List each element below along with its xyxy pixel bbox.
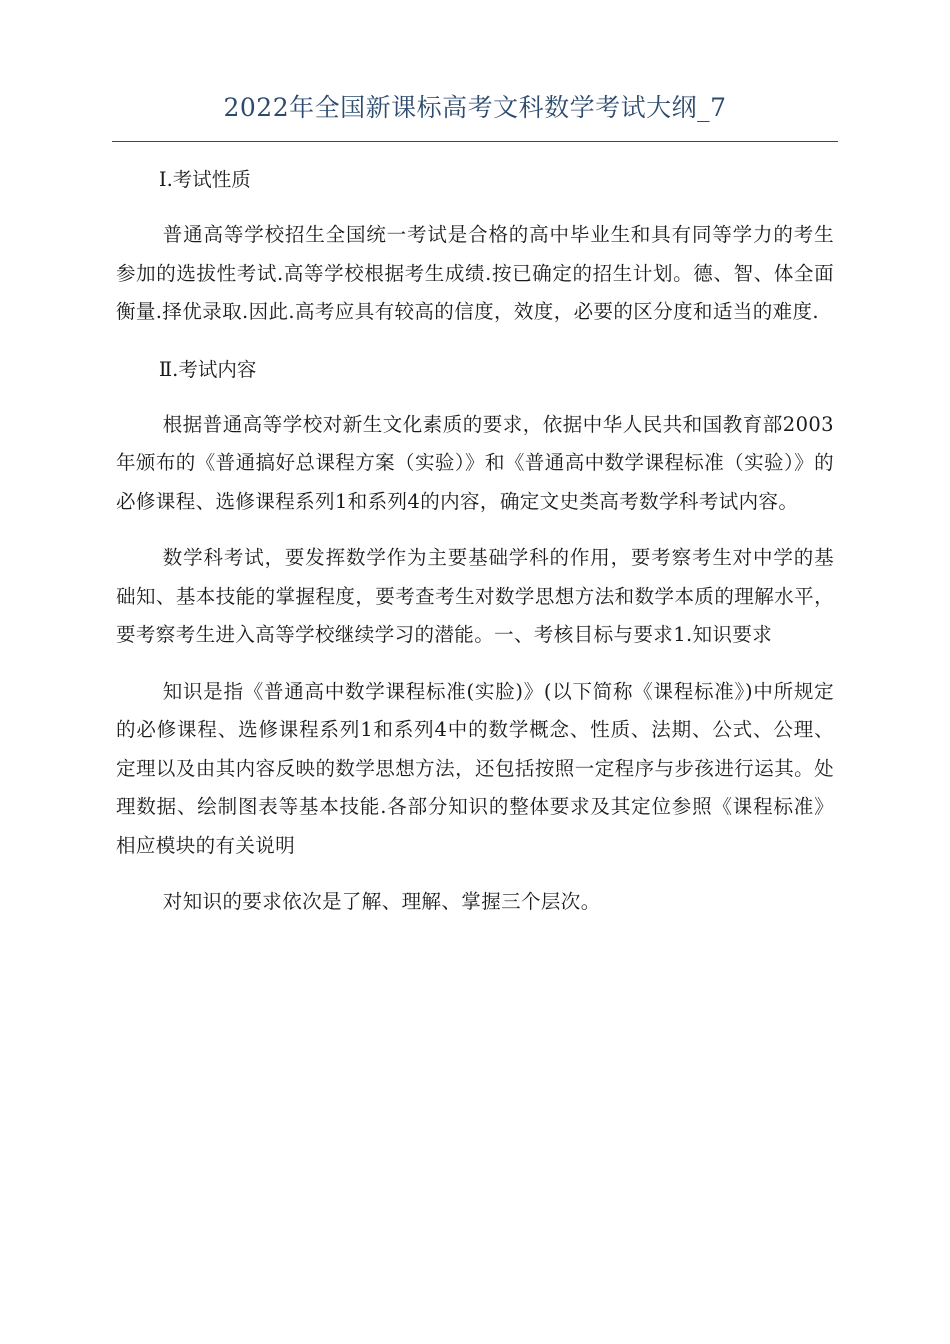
paragraph-exam-basis: 根据普通高等学校对新生文化素质的要求，依据中华人民共和国教育部2003年颁布的《普通搞好总课程方案（实验）》和《普通高中数学课程标准（实验）》的必修课程、选修课程系列1和系列4的内容，确定文史类高考数学科考试内容。 — [116, 412, 834, 513]
paragraph-exam-purpose: 数学科考试，要发挥数学作为主要基础学科的作用，要考察考生对中学的基础知、基本技能的掌握程度，要考查考生对数学思想方法和数学本质的理解水平，要考察考生进入高等学校继续学习的潜能。一、考核目标与要求1.知识要求 — [116, 546, 834, 646]
paragraph-exam-nature: 普通高等学校招生全国统一考试是合格的高中毕业生和具有同等学力的考生参加的选拔性考试.高等学校根据考生成绩.按已确定的招生计划。德、智、体全面衡量.择优录取.因此.高考应具有较高的信度，效度，必要的区分度和适当的难度. — [116, 223, 834, 323]
document-body — [116, 160, 834, 940]
section-heading-nature: I.考试性质 — [158, 168, 251, 191]
document-title: 2022年全国新课标高考文科数学考试大纲_7 — [223, 93, 727, 122]
title-divider — [112, 141, 838, 142]
paragraph-knowledge-definition: 知识是指《普通高中数学课程标准(实脸)》(以下简称《课程标准》)中所规定的必修课程、选修课程系列1和系列4中的数学概念、性质、法期、公式、公理、定理以及由其内容反映的数学思想方法，还包括按照一定程序与步孩进行运其。处理数据、绘制图表等基本技能.各部分知识的整体要求及其定位参照《课程标准》相应模块的有关说明 — [116, 679, 834, 857]
paragraph-knowledge-levels: 对知识的要求依次是了解、理解、掌握三个层次。 — [162, 890, 601, 913]
section-heading-content: Ⅱ.考试内容 — [158, 357, 257, 381]
